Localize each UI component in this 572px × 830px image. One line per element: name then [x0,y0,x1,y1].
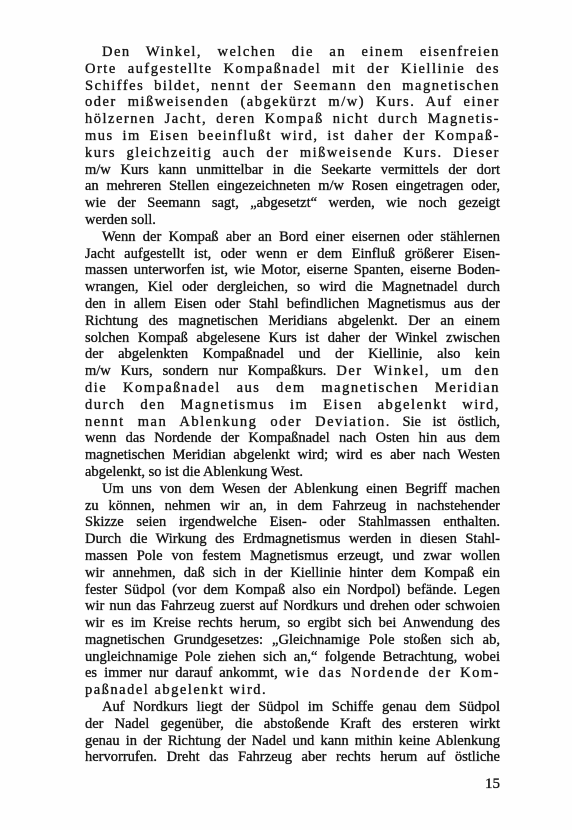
line-text [85,464,303,480]
line-text [85,262,500,278]
paragraph [85,229,500,481]
text-line [85,380,500,397]
text-segment: der abgelenkten Kompaßnadel und der Kiellinie, also kein [85,346,500,363]
line-text [85,145,500,161]
text-line [85,682,500,699]
text-segment: m/w Kurs kann unmittelbar in die Seekarte vermittels der dort [85,161,500,178]
line-text [85,548,500,564]
emphasized-text: oder mißweisenden (abgekürzt m/w) Kurs. Auf einer [85,94,500,111]
text-segment: abgelenkt, so ist die Ablenkung West. [85,463,304,480]
line-text [85,380,500,396]
emphasized-text: wie das Nordende der Kom- [284,665,500,682]
text-line [85,733,500,750]
text-line [85,498,500,515]
text-line [85,397,500,414]
text-segment: Jacht aufgestellt ist, oder wenn er dem Einfluß größerer Eisen- [85,245,500,262]
line-text [85,598,500,614]
text-line [85,430,500,447]
line-text [85,346,500,362]
emphasized-text: Den Winkel, welchen die an einem eisenfreien [102,44,500,60]
line-text [85,498,500,514]
line-text [85,178,500,194]
emphasized-text: die Kompaßnadel aus dem magnetischen Meridian [85,379,500,396]
text-line [85,111,500,128]
text-segment: wenn das Nordende der Kompaßnadel nach Osten hin aus dem [85,430,500,447]
line-text [85,615,500,631]
line-text [85,78,500,94]
line-text [85,363,500,379]
line-text [85,94,500,110]
line-text [85,531,500,547]
text-segment: Um uns von dem Wesen der Ablenkung einen Begriff machen [102,480,500,497]
text-segment: wir nun das Fahrzeug zuerst auf Nordkurs und drehen oder schwoien [85,598,500,615]
emphasized-text: paßnadel abgelenkt wird. [85,682,268,699]
page-number: 15 [485,776,500,792]
text-segment: fester Südpol (vor dem Kompaß also ein Nordpol) befände. Legen [85,581,500,598]
line-text [85,582,500,598]
line-text [85,632,500,648]
line-text [85,514,500,530]
text-segment: werden soll. [85,211,156,228]
text-line [85,447,500,464]
text-line [85,279,500,296]
line-text [85,212,156,228]
line-text [102,229,500,245]
emphasized-text: Orte aufgestellte Kompaßnadel mit der Kiellinie des [85,60,500,77]
line-text [85,414,500,430]
text-segment: es immer nur darauf ankommt, [85,665,285,682]
line-text [85,279,500,295]
text-line [102,229,500,246]
text-line [85,514,500,531]
text-line [85,145,500,162]
text-line [85,61,500,78]
text-segment: solchen Kompaß abgelesene Kurs ist daher der Winkel zwischen [85,329,500,346]
text-segment: m/w Kurs, sondern nur Kompaßkurs. [85,363,337,380]
emphasized-text: kurs gleichzeitig auch der mißweisende Kurs. Dieser [85,144,500,161]
text-segment: Skizze seien irgendwelche Eisen- oder Stahlmassen enthalten. [85,514,500,531]
body-text [85,44,500,766]
emphasized-text: Der Winkel, um den [336,363,500,380]
line-text [85,195,500,211]
line-text [85,447,500,463]
emphasized-text: mus im Eisen beeinflußt wird, ist daher der Kompaß- [85,127,500,144]
text-segment: hervorrufen. Dreht das Fahrzeug aber rechts herum auf östliche [85,749,500,766]
text-line [102,481,500,498]
text-line [85,178,500,195]
text-segment: wie der Seemann sagt, „abgesetzt“ werden, wie noch gezeigt [85,195,500,212]
line-text [85,61,500,77]
text-line [85,414,500,431]
text-line [85,162,500,179]
line-text [85,665,500,681]
line-text [85,330,500,346]
line-text [85,397,500,413]
line-text [85,733,500,749]
text-line [85,632,500,649]
line-text [102,481,500,497]
text-line [85,716,500,733]
text-line [85,94,500,111]
line-text [85,565,500,581]
line-text [85,682,267,698]
text-line [85,346,500,363]
text-line [85,531,500,548]
text-line [85,78,500,95]
line-text [85,716,500,732]
text-line [102,699,500,716]
text-segment: magnetischen Grundgesetzes: „Gleichnamige Pole stoßen sich ab, [85,631,500,648]
line-text [85,162,500,178]
text-line [85,246,500,263]
text-segment: magnetischen Meridian abgelenkt wird; wird es aber nach Westen [85,447,500,464]
text-segment: ungleichnamige Pole ziehen sich an,“ folgende Betrachtung, wobei [85,648,500,665]
text-segment: wir annehmen, daß sich in der Kiellinie hinter dem Kompaß ein [85,564,500,581]
line-text [85,128,500,144]
text-line [85,128,500,145]
line-text [85,749,500,765]
text-line [85,313,500,330]
text-segment: massen Pole von festem Magnetismus erzeugt, und zwar wollen [85,547,500,564]
text-line [85,212,500,229]
text-segment: Auf Nordkurs liegt der Südpol im Schiffe genau dem Südpol [102,699,500,716]
text-line [85,749,500,766]
paragraph [85,699,500,766]
paragraph [85,481,500,699]
emphasized-text: durch den Magnetismus im Eisen abgelenkt wird, [85,396,500,413]
text-segment: der Nadel gegenüber, die abstoßende Kraft des ersteren wirkt [85,715,500,732]
text-segment: an mehreren Stellen eingezeichneten m/w Rosen eingetragen oder, [85,178,500,195]
text-line [85,548,500,565]
emphasized-text: Schiffes bildet, nennt der Seemann den magnetischen [85,77,500,94]
text-segment: genau in der Richtung der Nadel und kann mithin keine Ablenkung [85,732,500,749]
text-segment: Wenn der Kompaß aber an Bord einer eisernen oder stählernen [102,228,500,245]
line-text [85,296,500,312]
text-line [85,296,500,313]
text-line [85,464,500,481]
text-line [85,649,500,666]
line-text [102,699,500,715]
text-segment: Richtung des magnetischen Meridians abgelenkt. Der an einem [85,312,500,329]
line-text [102,44,500,60]
text-segment: zu können, nehmen wir an, in dem Fahrzeug in nachstehender [85,497,500,514]
text-line [85,195,500,212]
line-text [85,246,500,262]
line-text [85,313,500,329]
text-segment: wrangen, Kiel oder dergleichen, so wird die Magnetnadel durch [85,279,500,296]
emphasized-text: hölzernen Jacht, deren Kompaß nicht durch Magnetis- [85,111,500,128]
line-text [85,430,500,446]
text-line [85,598,500,615]
paragraph [85,44,500,229]
text-segment: Durch die Wirkung des Erdmagnetismus werden in diesen Stahl- [85,531,500,548]
text-line [85,330,500,347]
line-text [85,649,500,665]
text-line [85,665,500,682]
text-line [85,565,500,582]
text-segment: massen unterworfen ist, wie Motor, eiserne Spanten, eiserne Boden- [85,262,500,279]
text-line [85,582,500,599]
text-segment: Sie ist östlich, [390,413,500,430]
line-text [85,111,500,127]
emphasized-text: nennt man Ablenkung oder Deviation. [85,413,391,430]
text-segment: den in allem Eisen oder Stahl befindlichen Magnetismus aus der [85,295,500,312]
text-line [85,262,500,279]
text-line [102,44,500,61]
text-line [85,363,500,380]
text-segment: wir es im Kreise rechts herum, so ergibt sich bei Anwendung des [85,615,500,632]
text-line [85,615,500,632]
